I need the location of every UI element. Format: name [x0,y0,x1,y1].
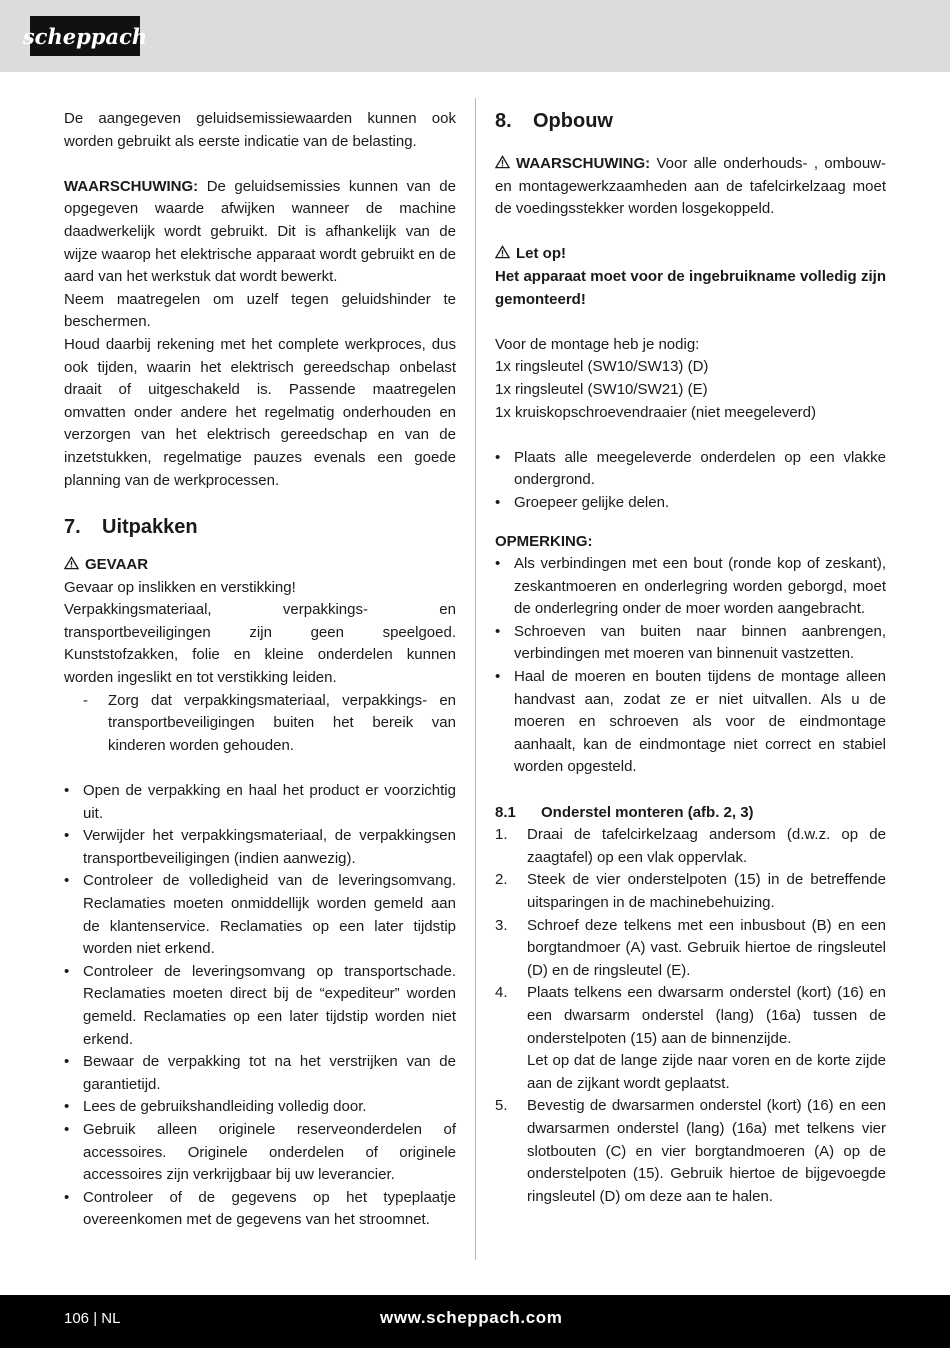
section-7-heading: 7. Uitpakken [64,516,198,539]
tool-item: 1x ringsleutel (SW10/SW21) (E) [495,380,708,398]
brand-logo: scheppach [30,16,140,56]
danger-line-1: Gevaar op inslikken en verstikking! [64,578,296,596]
list-item: • Lees de gebruikshandleiding volledig door. [64,1096,456,1119]
website-url: www.scheppach.com [380,1308,563,1327]
assembly-warning-paragraph: WAARSCHUWING: Voor alle onderhouds- , ombouw- en montagewerkzaamheden aan de tafelcirkelzaag moet de voedingsstekker worden losgekoppeld. [495,155,886,218]
step-item: 3. Schroef deze telkens met een inbusbout (B) en een borgtandmoer (A) vast. Gebruik hiertoe de ringsleutel (D) en de ringsleutel (E). [495,916,886,979]
assembly-steps-list [495,824,886,1208]
list-item: • Verwijder het verpakkingsmateriaal, de verpakkingsen transportbeveiligingen (indien aanwezig). [64,825,456,870]
attention-heading: Let op! [495,243,886,266]
unpacking-bullet-list [64,780,456,1232]
list-item: • Schroeven van buiten naar binnen aanbrengen, verbindingen met moeren van binnenuit vastzetten. [495,621,886,666]
warning-triangle-icon [495,245,510,259]
list-item: • Bewaar de verpakking tot na het verstrijken van de garantietijd. [64,1051,456,1096]
danger-heading: GEVAAR [64,554,456,577]
noise-measures-paragraph: Neem maatregelen om uzelf tegen geluidshinder te beschermen. [64,290,456,331]
danger-dash-list [64,690,456,758]
tool-item: 1x ringsleutel (SW10/SW13) (D) [495,358,709,376]
warning-label: WAARSCHUWING: [64,177,199,195]
warning-triangle-icon [64,556,79,570]
left-column [64,108,456,1232]
step-item: 5. Bevestig de dwarsarmen onderstel (kort) (16) en een dwarsarmen onderstel (lang) (16a) met telkens vier slotbouten (C) en vier borgtandmoeren (A) op de onderstelpoten (15). Gebruik hiertoe de bijgevoegde ringsleutel (D) om deze aan te halen. [495,1097,886,1205]
step-item: 4. Plaats telkens een dwarsarm onderstel (kort) (16) en een dwarsarm onderstel (lang) (16a) tussen de onderstelpoten (15) aan de binnenzijde. Let op dat de lange zijde naar voren en de korte zijde aan de zijkant wordt geplaatst. [495,984,886,1092]
list-item: • Controleer de volledigheid van de leveringsomvang. Reclamaties moeten onmiddellijk worden gemeld aan de klantenservice. Reclamaties op een later tijdstip worden niet erkend. [64,870,456,960]
list-item: • Controleer of de gegevens op het typeplaatje overeenkomen met de gegevens van het stroomnet. [64,1187,456,1232]
prep-bullet-list [495,447,886,515]
workprocess-paragraph: Houd daarbij rekening met het complete werkproces, dus ook tijden, waarin het elektrisch gereedschap onbelast draait of uitgeschakeld is. Passende maatregelen omvatten onder andere het regelmatig onderhouden en verzorgen van het elektrisch gereedschap en van de inzetstukken, regelmatige pauzes evenals een goede planning van de werkprocessen. [64,335,456,489]
column-divider [475,98,476,1260]
danger-line-2: Verpakkingsmateriaal, verpakkings- en transportbeveiligingen zijn geen speelgoed. Kunststofzakken, folie en kleine onderdelen kunnen worden ingeslikt en tot verstikking leiden. [64,601,456,687]
warning-triangle-icon [495,155,510,169]
step-item: 1. Draai de tafelcirkelzaag andersom (d.w.z. op de zaagtafel) op een vlak oppervlak. [495,826,886,866]
tools-intro: Voor de montage heb je nodig: [495,335,700,353]
dash-item: - Zorg dat verpakkingsmateriaal, verpakkings- en transportbeveiligingen buiten het bereik van kinderen worden gehouden. [108,690,456,758]
step-item: 2. Steek de vier onderstelpoten (15) in de betreffende uitsparingen in de machinebehuizing. [495,871,886,911]
subsection-8-1-heading: 8.1 Onderstel monteren (afb. 2, 3) [495,803,754,821]
noise-info-paragraph: De aangegeven geluidsemissiewaarden kunnen ook worden gebruikt als eerste indicatie van de belasting. [64,110,456,150]
list-item: • Gebruik alleen originele reserveonderdelen of accessoires. Originele onderdelen of originele accessoires zijn verkrijgbaar bij uw leverancier. [64,1119,456,1187]
header-bar [0,0,950,72]
attention-text: Het apparaat moet voor de ingebruikname volledig zijn gemonteerd! [495,267,886,308]
list-item: • Groepeer gelijke delen. [495,492,886,515]
footer-bar [0,1295,950,1348]
list-item: • Haal de moeren en bouten tijdens de montage alleen handvast aan, zodat ze er niet uitvallen. Als u de moeren en schroeven als voor de eindmontage aanhaalt, kan de eindmontage niet correct en stabiel worden opgesteld. [495,666,886,779]
section-8-heading: 8. Opbouw [495,110,613,132]
list-item: • Als verbindingen met een bout (ronde kop of zeskant), zeskantmoeren en onderlegring worden geborgd, moet de onderlegring onder de moer worden aangebracht. [495,553,886,621]
noise-warning-paragraph: WAARSCHUWING: De geluidsemissies kunnen van de opgegeven waarde afwijken wanneer de machine daadwerkelijk wordt gebruikt. Dit is afhankelijk van de wijze waarop het elektrische apparaat wordt gebruikt en de aard van het werkstuk dat wordt bewerkt. [64,177,456,286]
page-number: 106 | NL [64,1310,121,1327]
note-heading: OPMERKING: [495,532,593,550]
note-bullet-list [495,553,886,779]
list-item: • Plaats alle meegeleverde onderdelen op een vlakke ondergrond. [495,447,886,492]
right-column [495,108,886,1208]
tool-item: 1x kruiskopschroevendraaier (niet meegeleverd) [495,403,816,421]
list-item: • Controleer de leveringsomvang op transportschade. Reclamaties moeten direct bij de “expediteur” worden gemeld. Reclamaties op een later tijdstip worden niet erkend. [64,961,456,1051]
list-item: • Open de verpakking en haal het product er voorzichtig uit. [64,780,456,825]
